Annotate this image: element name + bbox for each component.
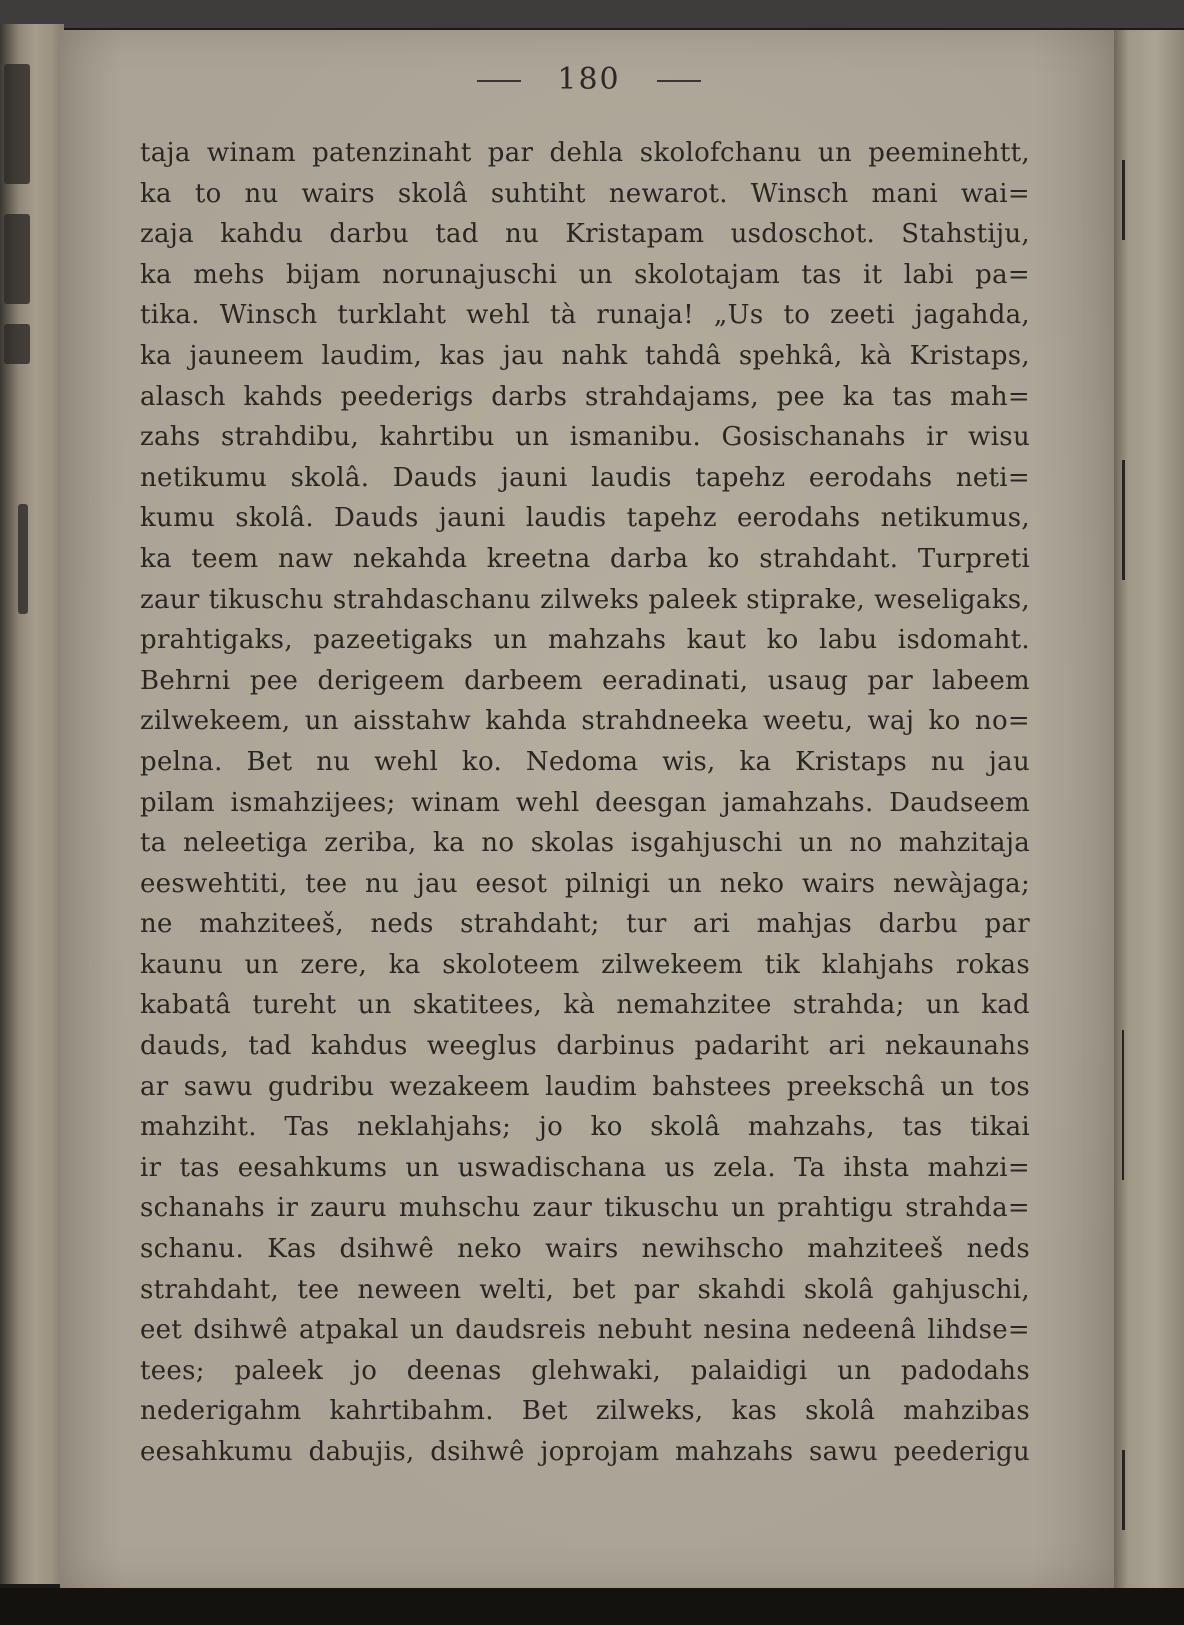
text-line: zaja kahdu darbu tad nu Kristapam usdoschot. Stahstiju,	[140, 219, 1030, 250]
body-text	[140, 133, 1030, 1473]
edge-bleed-mark	[4, 214, 30, 304]
text-line: mahziht. Tas neklahjahs; jo ko skolâ mahzahs, tas tikai	[140, 1112, 1030, 1143]
text-line: tika. Winsch turklaht wehl tà runaja! „Us to zeeti jagahda,	[140, 300, 1030, 331]
header-dash-right	[657, 80, 701, 82]
text-line: ka mehs bijam norunajuschi un skolotajam tas it labi pa=	[140, 259, 1030, 290]
page-header	[60, 62, 1118, 97]
text-line: ka to nu wairs skolâ suhtiht newarot. Winsch mani wai=	[140, 178, 1030, 209]
text-line: schanahs ir zauru muhschu zaur tikuschu un prahtigu strahda=	[140, 1193, 1030, 1224]
text-line: prahtigaks, pazeetigaks un mahzahs kaut ko labu isdomaht.	[140, 625, 1030, 656]
edge-bleed-mark	[18, 504, 28, 614]
text-line: schanu. Kas dsihwê neko wairs newihscho mahziteeš neds	[140, 1234, 1030, 1265]
text-line: eesahkumu dabujis, dsihwê joprojam mahzahs sawu peederigu	[140, 1437, 1030, 1467]
text-line: ir tas eesahkums un uswadischana us zela. Ta ihsta mahzi=	[140, 1152, 1030, 1183]
text-line: pilam ismahzijees; winam wehl deesgan jamahzahs. Daudseem	[140, 787, 1030, 818]
text-line: dauds, tad kahdus weeglus darbinus padariht ari nekaunahs	[140, 1031, 1030, 1062]
text-line: taja winam patenzinaht par dehla skolofchanu un peeminehtt,	[140, 138, 1030, 168]
right-page-edges	[1114, 30, 1184, 1590]
text-line: ar sawu gudribu wezakeem laudim bahstees preekschâ un tos	[140, 1071, 1030, 1102]
page-number: 180	[557, 62, 621, 97]
text-line: ne mahziteeš, neds strahdaht; tur ari mahjas darbu par	[140, 909, 1030, 940]
edge-line	[1122, 460, 1125, 580]
edge-bleed-mark	[4, 64, 30, 184]
header-dash-left	[477, 80, 521, 82]
text-line: Behrni pee derigeem darbeem eeradinati, usaug par labeem	[140, 665, 1030, 696]
edge-line	[1122, 160, 1125, 240]
edge-bleed-mark	[4, 324, 30, 364]
text-line: tees; paleek jo deenas glehwaki, palaidigi un padodahs	[140, 1355, 1030, 1386]
text-line: alasch kahds peederigs darbs strahdajams, pee ka tas mah=	[140, 381, 1030, 412]
text-line: zilwekeem, un aisstahw kahda strahdneeka weetu, waj ko no=	[140, 706, 1030, 737]
text-line: eeswehtiti, tee nu jau eesot pilnigi un neko wairs newàjaga;	[140, 868, 1030, 899]
scan-bottom-border	[0, 1588, 1184, 1625]
text-line: zahs strahdibu, kahrtibu un ismanibu. Gosischanahs ir wisu	[140, 422, 1030, 453]
text-line: ka teem naw nekahda kreetna darba ko strahdaht. Turpreti	[140, 543, 1030, 574]
text-line: strahdaht, tee neween welti, bet par skahdi skolâ gahjuschi,	[140, 1274, 1030, 1305]
text-line: kabatâ tureht un skatitees, kà nemahzitee strahda; un kad	[140, 990, 1030, 1021]
text-line: eet dsihwê atpakal un daudsreis nebuht nesina nedeenâ lihdse=	[140, 1315, 1030, 1346]
text-line: ta neleetiga zeriba, ka no skolas isgahjuschi un no mahzitaja	[140, 828, 1030, 859]
text-line: kaunu un zere, ka skoloteem zilwekeem tik klahjahs rokas	[140, 949, 1030, 980]
edge-line	[1122, 1450, 1125, 1530]
left-page-edges	[0, 24, 64, 1584]
text-line: netikumu skolâ. Dauds jauni laudis tapehz eerodahs neti=	[140, 462, 1030, 493]
text-line: kumu skolâ. Dauds jauni laudis tapehz eerodahs netikumus,	[140, 503, 1030, 534]
text-line: nederigahm kahrtibahm. Bet zilweks, kas skolâ mahzibas	[140, 1396, 1030, 1427]
text-line: zaur tikuschu strahdaschanu zilweks paleek stiprake, weseligaks,	[140, 584, 1030, 615]
scan-top-border	[0, 0, 1184, 28]
text-line: pelna. Bet nu wehl ko. Nedoma wis, ka Kristaps nu jau	[140, 746, 1030, 777]
text-line: ka jauneem laudim, kas jau nahk tahdâ spehkâ, kà Kristaps,	[140, 340, 1030, 371]
edge-line	[1122, 1030, 1124, 1180]
